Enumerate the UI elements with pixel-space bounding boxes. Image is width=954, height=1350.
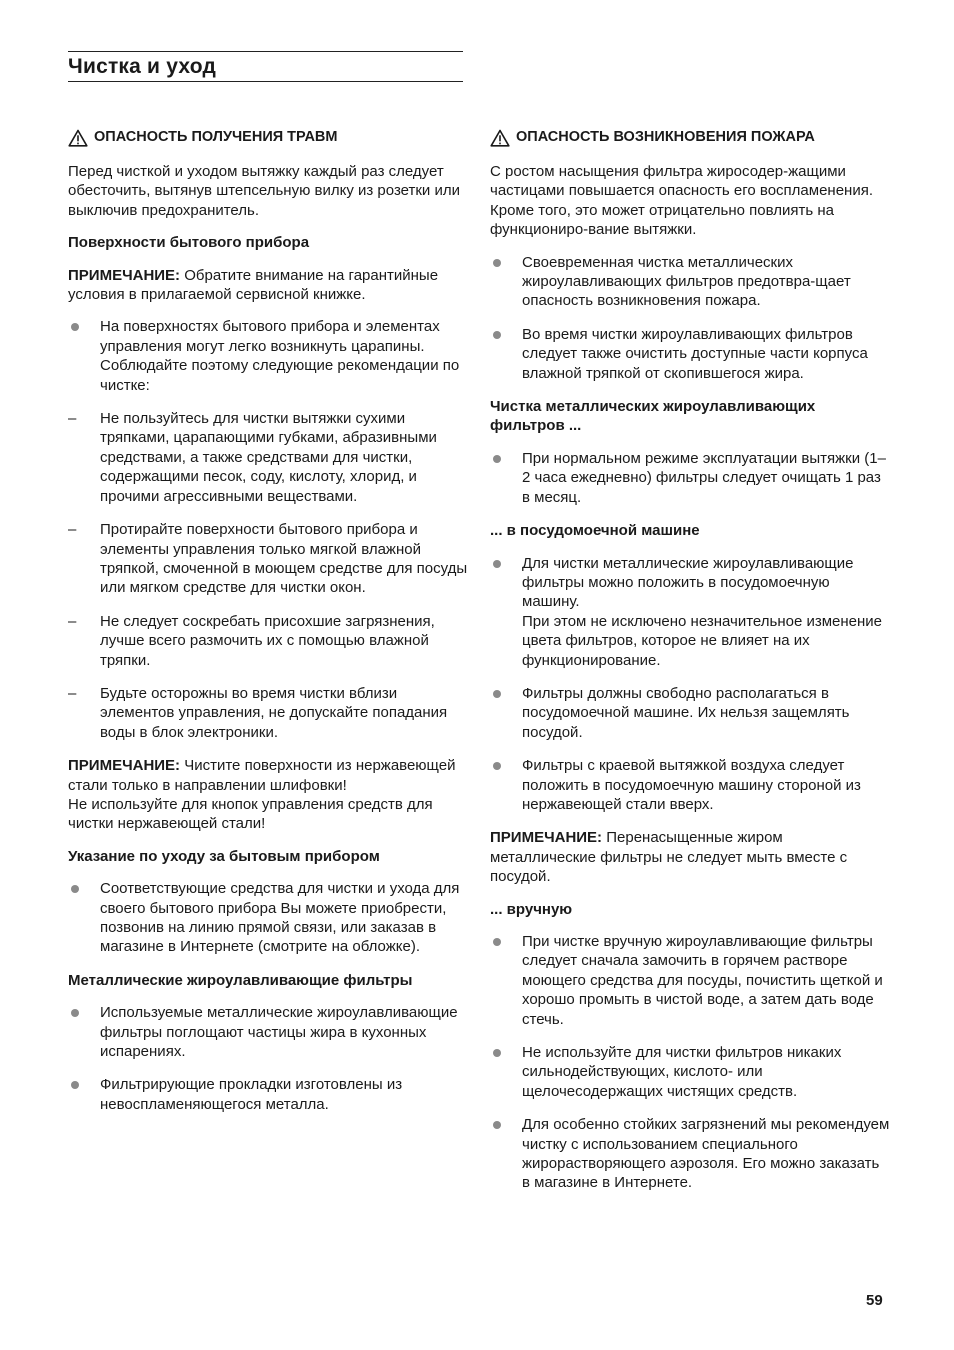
bullet-dot-icon <box>493 762 501 770</box>
list-item-text: Фильтры с краевой вытяжкой воздуха следует положить в посудомоечную машину стороной из нержавеющей стали вверх. <box>522 757 861 813</box>
bullet-dot-icon <box>493 690 501 698</box>
page-title: Чистка и уход <box>68 55 216 78</box>
bullet-dot-icon <box>493 259 501 267</box>
dash-mark: – <box>68 410 77 428</box>
list-item-text: При нормальном режиме эксплуатации вытяжки (1–2 часа ежедневно) фильтры следует очищать 1 раз в месяц. <box>522 449 886 506</box>
manual-bullet-list <box>490 932 890 1193</box>
list-item <box>68 684 468 742</box>
care-heading: Указание по уходу за бытовым прибором <box>68 847 380 865</box>
list-item-text: На поверхностях бытового прибора и элементах управления могут легко возникнуть царапины. Соблюдайте поэтому следующие рекомендации по чистке: <box>100 318 460 394</box>
list-item-text: При чистке вручную жироулавливающие фильтры следует сначала замочить в горячем растворе моющего средства для посуды, почистить щеткой и хорошо промыть в чистой воде, а затем дать воде стечь. <box>522 933 883 1028</box>
filters-bullet-list <box>68 1003 468 1114</box>
list-item <box>490 554 890 670</box>
dash-mark: – <box>68 612 77 630</box>
note-label: ПРИМЕЧАНИЕ: <box>490 829 603 847</box>
list-item <box>490 1115 890 1193</box>
list-item-text: Фильтры должны свободно располагаться в посудомоечной машине. Их нельзя защемлять посудой. <box>522 684 850 741</box>
list-item-text: Будьте осторожны во время чистки вблизи элементов управления, не допускайте попадания воды в блок электроники. <box>100 684 448 741</box>
fire-bullet-list <box>490 253 890 383</box>
warning-triangle-icon <box>490 129 510 147</box>
list-item <box>68 879 468 957</box>
bullet-dot-icon <box>493 455 501 463</box>
list-item-text: Соответствующие средства для чистки и ухода для своего бытового прибора Вы можете приобрести, позвонив на линию прямой связи, или заказав в магазине в Интернете (смотрите на обложке). <box>100 880 460 956</box>
list-item <box>490 684 890 742</box>
injury-warning-heading <box>68 128 468 147</box>
bullet-dot-icon <box>71 1009 79 1017</box>
list-item <box>490 253 890 311</box>
cleaning-bullet-list <box>490 449 890 507</box>
list-item-text: Для особенно стойких загрязнений мы рекомендуем чистку с использованием специального жирорастворяющего аэрозоля. Его можно заказать в магазине в Интернете. <box>522 1116 890 1192</box>
list-item-text: Во время чистки жироулавливающих фильтров следует также очистить доступные части корпуса влажной тряпкой от скопившегося жира. <box>522 325 868 382</box>
list-item <box>68 612 468 670</box>
left-column <box>68 128 468 1128</box>
list-item <box>68 1075 468 1114</box>
bullet-dot-icon <box>493 1121 501 1129</box>
note-oversaturated-filters <box>490 828 890 886</box>
note-label: ПРИМЕЧАНИЕ: <box>68 266 181 284</box>
warning-triangle-icon <box>68 129 88 147</box>
manual-heading: ... вручную <box>490 900 573 918</box>
list-item <box>490 932 890 1029</box>
list-item <box>490 325 890 383</box>
fire-warning-heading <box>490 128 890 147</box>
list-item-text: Своевременная чистка металлических жироулавливающих фильтров предотвра-щает опасность возникновения пожара. <box>522 253 851 310</box>
note-text: Перенасыщенные жиром металлические фильтры не следует мыть вместе с посудой. <box>490 829 848 886</box>
surfaces-dash-list <box>68 409 468 742</box>
list-item <box>490 449 890 507</box>
list-item <box>68 409 468 506</box>
bullet-dot-icon <box>71 323 79 331</box>
list-item-text-continued: При этом не исключено незначительное изменение цвета фильтров, которое не влияет на их функционирование. <box>522 612 882 669</box>
surfaces-heading: Поверхности бытового прибора <box>68 234 310 252</box>
dishwasher-bullet-list <box>490 554 890 815</box>
fire-warning-text: С ростом насыщения фильтра жиросодер-жащими частицами повышается опасность его воспламенения. Кроме того, это может отрицательно повлиять на функциониро-вание вытяжки. <box>490 163 873 239</box>
list-item <box>68 317 468 395</box>
list-item-text: Не следует соскребать присохшие загрязнения, лучше всего размочить их с помощью влажной тряпки. <box>100 612 435 669</box>
note-warranty <box>68 266 468 305</box>
dishwasher-heading: ... в посудомоечной машине <box>490 522 700 540</box>
care-bullet-list <box>68 879 468 957</box>
note-text: Обратите внимание на гарантийные условия в прилагаемой сервисной книжке. <box>68 266 439 304</box>
injury-warning-text: Перед чисткой и уходом вытяжку каждый раз следует обесточить, вытянув штепсельную вилку из розетки или выключив предохранитель. <box>68 163 460 219</box>
dash-mark: – <box>68 521 77 539</box>
list-item <box>490 756 890 814</box>
bullet-dot-icon <box>493 331 501 339</box>
list-item <box>490 1043 890 1101</box>
bullet-dot-icon <box>493 1049 501 1057</box>
dash-mark: – <box>68 684 77 702</box>
bullet-dot-icon <box>493 560 501 568</box>
note-stainless-steel <box>68 756 468 834</box>
note-text-2: Не используйте для кнопок управления средств для чистки нержавеющей стали! <box>68 795 433 833</box>
right-column <box>490 128 890 1207</box>
bullet-dot-icon <box>493 938 501 946</box>
list-item-text: Не пользуйтесь для чистки вытяжки сухими тряпками, царапающими губками, абразивными средствами, а также средствами для чистки, содержащими песок, соду, кислоту, хлорид, и прочими агрессивными веществами. <box>100 410 437 505</box>
cleaning-heading: Чистка металлических жироулавливающих фильтров ... <box>490 398 816 435</box>
bullet-dot-icon <box>71 1081 79 1089</box>
list-item-text: Фильтрирующие прокладки изготовлены из невоспламеняющегося металла. <box>100 1076 403 1113</box>
list-item-text: Используемые металлические жироулавливающие фильтры поглощают частицы жира в кухонных испарениях. <box>100 1004 458 1061</box>
bullet-dot-icon <box>71 885 79 893</box>
list-item-text: Протирайте поверхности бытового прибора и элементы управления только мягкой влажной тряпкой, смоченной в моющем средстве для посуды или мягком средстве для чистки окон. <box>100 521 468 597</box>
surfaces-bullet-list <box>68 317 468 395</box>
fire-warning-title: ОПАСНОСТЬ ВОЗНИКНОВЕНИЯ ПОЖАРА <box>516 129 815 145</box>
filters-heading: Металлические жироулавливающие фильтры <box>68 971 413 989</box>
list-item-text: Не используйте для чистки фильтров никаких сильнодействующих, кислото- или щелочесодержащих чистящих средств. <box>522 1044 842 1100</box>
list-item <box>68 1003 468 1061</box>
injury-warning-title: ОПАСНОСТЬ ПОЛУЧЕНИЯ ТРАВМ <box>94 129 338 145</box>
page-header <box>68 51 463 82</box>
list-item <box>68 520 468 598</box>
note-text: Чистите поверхности из нержавеющей стали только в направлении шлифовки! <box>68 757 456 794</box>
list-item-text: Для чистки металлические жироулавливающие фильтры можно положить в посудомоечную машину. <box>522 554 854 611</box>
page-number: 59 <box>866 1292 883 1309</box>
note-label: ПРИМЕЧАНИЕ: <box>68 757 181 775</box>
